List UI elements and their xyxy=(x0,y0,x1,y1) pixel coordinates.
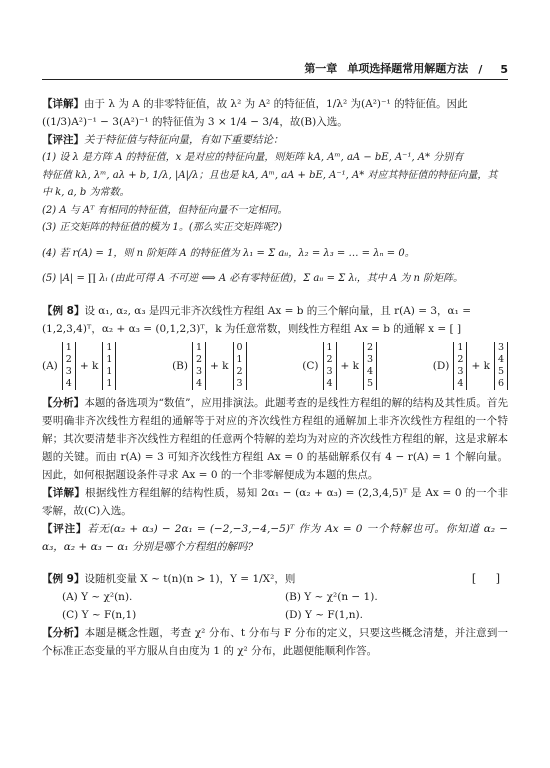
example-9-stem xyxy=(42,570,508,588)
comment-item-3: (3) 正交矩阵的特征值的模为 1。(那么实正交矩阵呢?) xyxy=(42,222,283,233)
matrix-cell: 3 xyxy=(367,353,374,365)
matrix-cell: 4 xyxy=(367,365,374,377)
matrix-vector xyxy=(233,342,247,390)
matrix-cell: 6 xyxy=(497,377,504,389)
matrix-vector xyxy=(323,342,337,390)
comment-label: 【评注】 xyxy=(42,134,84,146)
matrix-cell: 1 xyxy=(195,341,203,353)
analysis-8 xyxy=(42,394,508,484)
option-c xyxy=(302,342,377,390)
analysis-9-label: 【分析】 xyxy=(42,626,85,639)
option-a xyxy=(42,342,116,390)
option-label: (D) xyxy=(432,359,450,372)
matrix-cell: 1 xyxy=(106,353,113,365)
matrix-cell: 3 xyxy=(457,365,464,377)
comment-intro: 关于特征值与特征向量，有如下重要结论： xyxy=(84,134,284,146)
example-9-stem-text: 设随机变量 X ~ t(n)(n > 1)，Y = 1/X²，则 xyxy=(84,572,296,585)
example-8-stem-2: (1,2,3,4)ᵀ，α₂ + α₃ = (0,1,2,3)ᵀ，k 为任意常数，则线性方程组 Ax = b 的通解 x = [ ] xyxy=(42,322,462,335)
matrix-cell: 1 xyxy=(326,341,333,353)
page-number: 5 xyxy=(500,63,508,76)
analysis-8-text: 本题的备选项为“数值”，应用排演法。此题考查的是线性方程组的解的结构及其性质。首先要明确非齐次线性方程组的通解等于对应的齐次线性方程组的通解加上非齐次线性方程组的一个特解；其次要清楚非齐次线性方程组的任意两个特解的差均为对应的齐次线性方程组的解，这是求解本题的关键。而由 r(A) = 3 可知齐次线性方程组 Ax = 0 的基础解系仅有 4 − r(A) = 1 个解向量。因此，如何根据题设条件寻求 Ax = 0 的一个非零解便成为本题的焦点。 xyxy=(42,396,509,481)
matrix-vector xyxy=(192,342,206,390)
detail-8 xyxy=(42,484,508,520)
example-9-label: 【例 9】 xyxy=(42,572,85,585)
comment-item-1c: 中 k, a, b 为常数。 xyxy=(42,187,130,198)
matrix-cell: 2 xyxy=(65,353,72,365)
matrix-cell: 1 xyxy=(106,377,113,389)
example-8-stem xyxy=(42,302,508,320)
header-slash: / xyxy=(478,63,483,76)
example-8-options xyxy=(42,342,508,390)
matrix-cell: 2 xyxy=(457,353,464,365)
matrix-cell: 3 xyxy=(497,341,504,353)
example-8-label: 【例 8】 xyxy=(42,304,85,317)
analysis-9-text: 本题是概念性题，考查 χ² 分布、t 分布与 F 分布的定义，只要这些概念清楚，并注意到一个标准正态变量的平方服从自由度为 1 的 χ² 分布，此题便能顺利作答。 xyxy=(42,626,509,657)
matrix-vector xyxy=(494,342,508,390)
matrix-cell: 4 xyxy=(65,377,72,389)
matrix-cell: 3 xyxy=(195,365,203,377)
matrix-vector xyxy=(363,342,377,390)
detail-8-text: 根据线性方程组解的结构性质，易知 2α₁ − (α₂ + α₃) = (2,3,4,5)ᵀ 是 Ax = 0 的一个非零解，故(C)入选。 xyxy=(42,486,508,517)
option-operator: + k xyxy=(340,359,360,372)
chapter-label: 第一章 xyxy=(304,62,338,75)
comment-paragraph-1 xyxy=(42,131,508,149)
matrix-cell: 5 xyxy=(367,377,374,389)
matrix-cell: 4 xyxy=(457,377,464,389)
option-a: (A) Y ~ χ²(n). xyxy=(62,590,133,603)
answer-bracket: [ ] xyxy=(471,571,508,585)
comment-item-5: (5) |A| = ∏ λᵢ (由此可得 A 不可逆 ⟺ A 必有零特征值)，Σ aᵢᵢ = Σ λᵢ，其中 A 为 n 阶矩阵。 xyxy=(42,273,464,284)
option-c: (C) Y ~ F(n,1) xyxy=(62,608,137,621)
option-d: (D) Y ~ F(1,n). xyxy=(285,608,363,621)
detail-line-1: 由于 λ 为 A 的非零特征值，故 λ² 为 A² 的特征值，1/λ² 为(A²)⁻¹ 的特征值。因此 xyxy=(84,98,468,110)
option-d xyxy=(433,342,508,390)
matrix-cell: 2 xyxy=(236,365,243,377)
comment-8 xyxy=(42,520,508,556)
matrix-cell: 1 xyxy=(106,341,113,353)
option-operator: + k xyxy=(471,359,490,372)
matrix-vector xyxy=(453,342,467,390)
detail-line-2: ((1/3)A²)⁻¹ − 3(A²)⁻¹ 的特征值为 3 × 1/4 − 3/4，故(B)入选。 xyxy=(42,116,348,128)
matrix-cell: 1 xyxy=(106,365,113,377)
option-b: (B) Y ~ χ²(n − 1). xyxy=(285,590,378,603)
matrix-cell: 2 xyxy=(326,353,333,365)
option-label: (B) xyxy=(172,359,188,372)
matrix-cell: 4 xyxy=(326,377,333,389)
matrix-cell: 1 xyxy=(236,353,243,365)
matrix-cell: 3 xyxy=(65,365,72,377)
comment-8-label: 【评注】 xyxy=(42,522,88,535)
comment-item-4: (4) 若 r(A) = 1，则 n 阶矩阵 A 的特征值为 λ₁ = Σ aᵢᵢ，λ₂ = λ₃ = … = λₙ = 0。 xyxy=(42,247,415,259)
matrix-vector xyxy=(62,342,76,390)
option-label: (C) xyxy=(302,359,319,372)
detail-label: 【详解】 xyxy=(42,98,84,110)
matrix-cell: 3 xyxy=(236,377,243,389)
matrix-vector xyxy=(102,342,116,390)
page-content xyxy=(42,95,508,660)
detail-8-label: 【详解】 xyxy=(42,486,86,499)
option-label: (A) xyxy=(42,359,58,372)
matrix-cell: 5 xyxy=(497,365,504,377)
option-operator: + k xyxy=(79,359,99,372)
matrix-cell: 1 xyxy=(457,341,464,353)
option-operator: + k xyxy=(210,359,229,372)
detail-paragraph-1b xyxy=(42,113,508,131)
chapter-title: 单项选择题常用解题方法 xyxy=(347,62,469,75)
matrix-cell: 2 xyxy=(195,353,203,365)
example-9-options xyxy=(42,588,508,624)
running-header xyxy=(42,60,508,80)
analysis-8-label: 【分析】 xyxy=(42,396,85,409)
matrix-cell: 3 xyxy=(326,365,333,377)
analysis-9 xyxy=(42,624,508,660)
detail-paragraph-1 xyxy=(42,95,508,113)
example-8-stem-line-1: 设 α₁, α₂, α₃ 是四元非齐次线性方程组 Ax = b 的三个解向量，且 r(A) = 3，α₁ = xyxy=(84,304,471,317)
matrix-cell: 4 xyxy=(195,377,203,389)
option-b xyxy=(172,342,247,390)
comment-item-2: (2) A 与 Aᵀ 有相同的特征值，但特征向量不一定相同。 xyxy=(42,204,288,216)
matrix-cell: 0 xyxy=(236,341,243,353)
matrix-cell: 1 xyxy=(65,341,72,353)
comment-item-1b: 特征值 kλ, λᵐ, aλ + b, 1/λ, |A|/λ；且也是 kA, Aᵐ, aA + bE, A⁻¹, A* 对应其特征值的特征向量，其 xyxy=(42,169,498,181)
matrix-cell: 4 xyxy=(497,353,504,365)
comment-8-text: 若无(α₂ + α₃) − 2α₁ = (−2,−3,−4,−5)ᵀ 作为 Ax = 0 一个特解也可。你知道 α₂ − α₃，α₂ + α₃ − α₁ 分别是哪个方程组的解吗? xyxy=(42,522,509,553)
matrix-cell: 2 xyxy=(367,341,374,353)
comment-item-1a: (1) 设 λ 是方阵 A 的特征值，x 是对应的特征向量，则矩阵 kA, Aᵐ, aA − bE, A⁻¹, A* 分别有 xyxy=(42,152,464,163)
